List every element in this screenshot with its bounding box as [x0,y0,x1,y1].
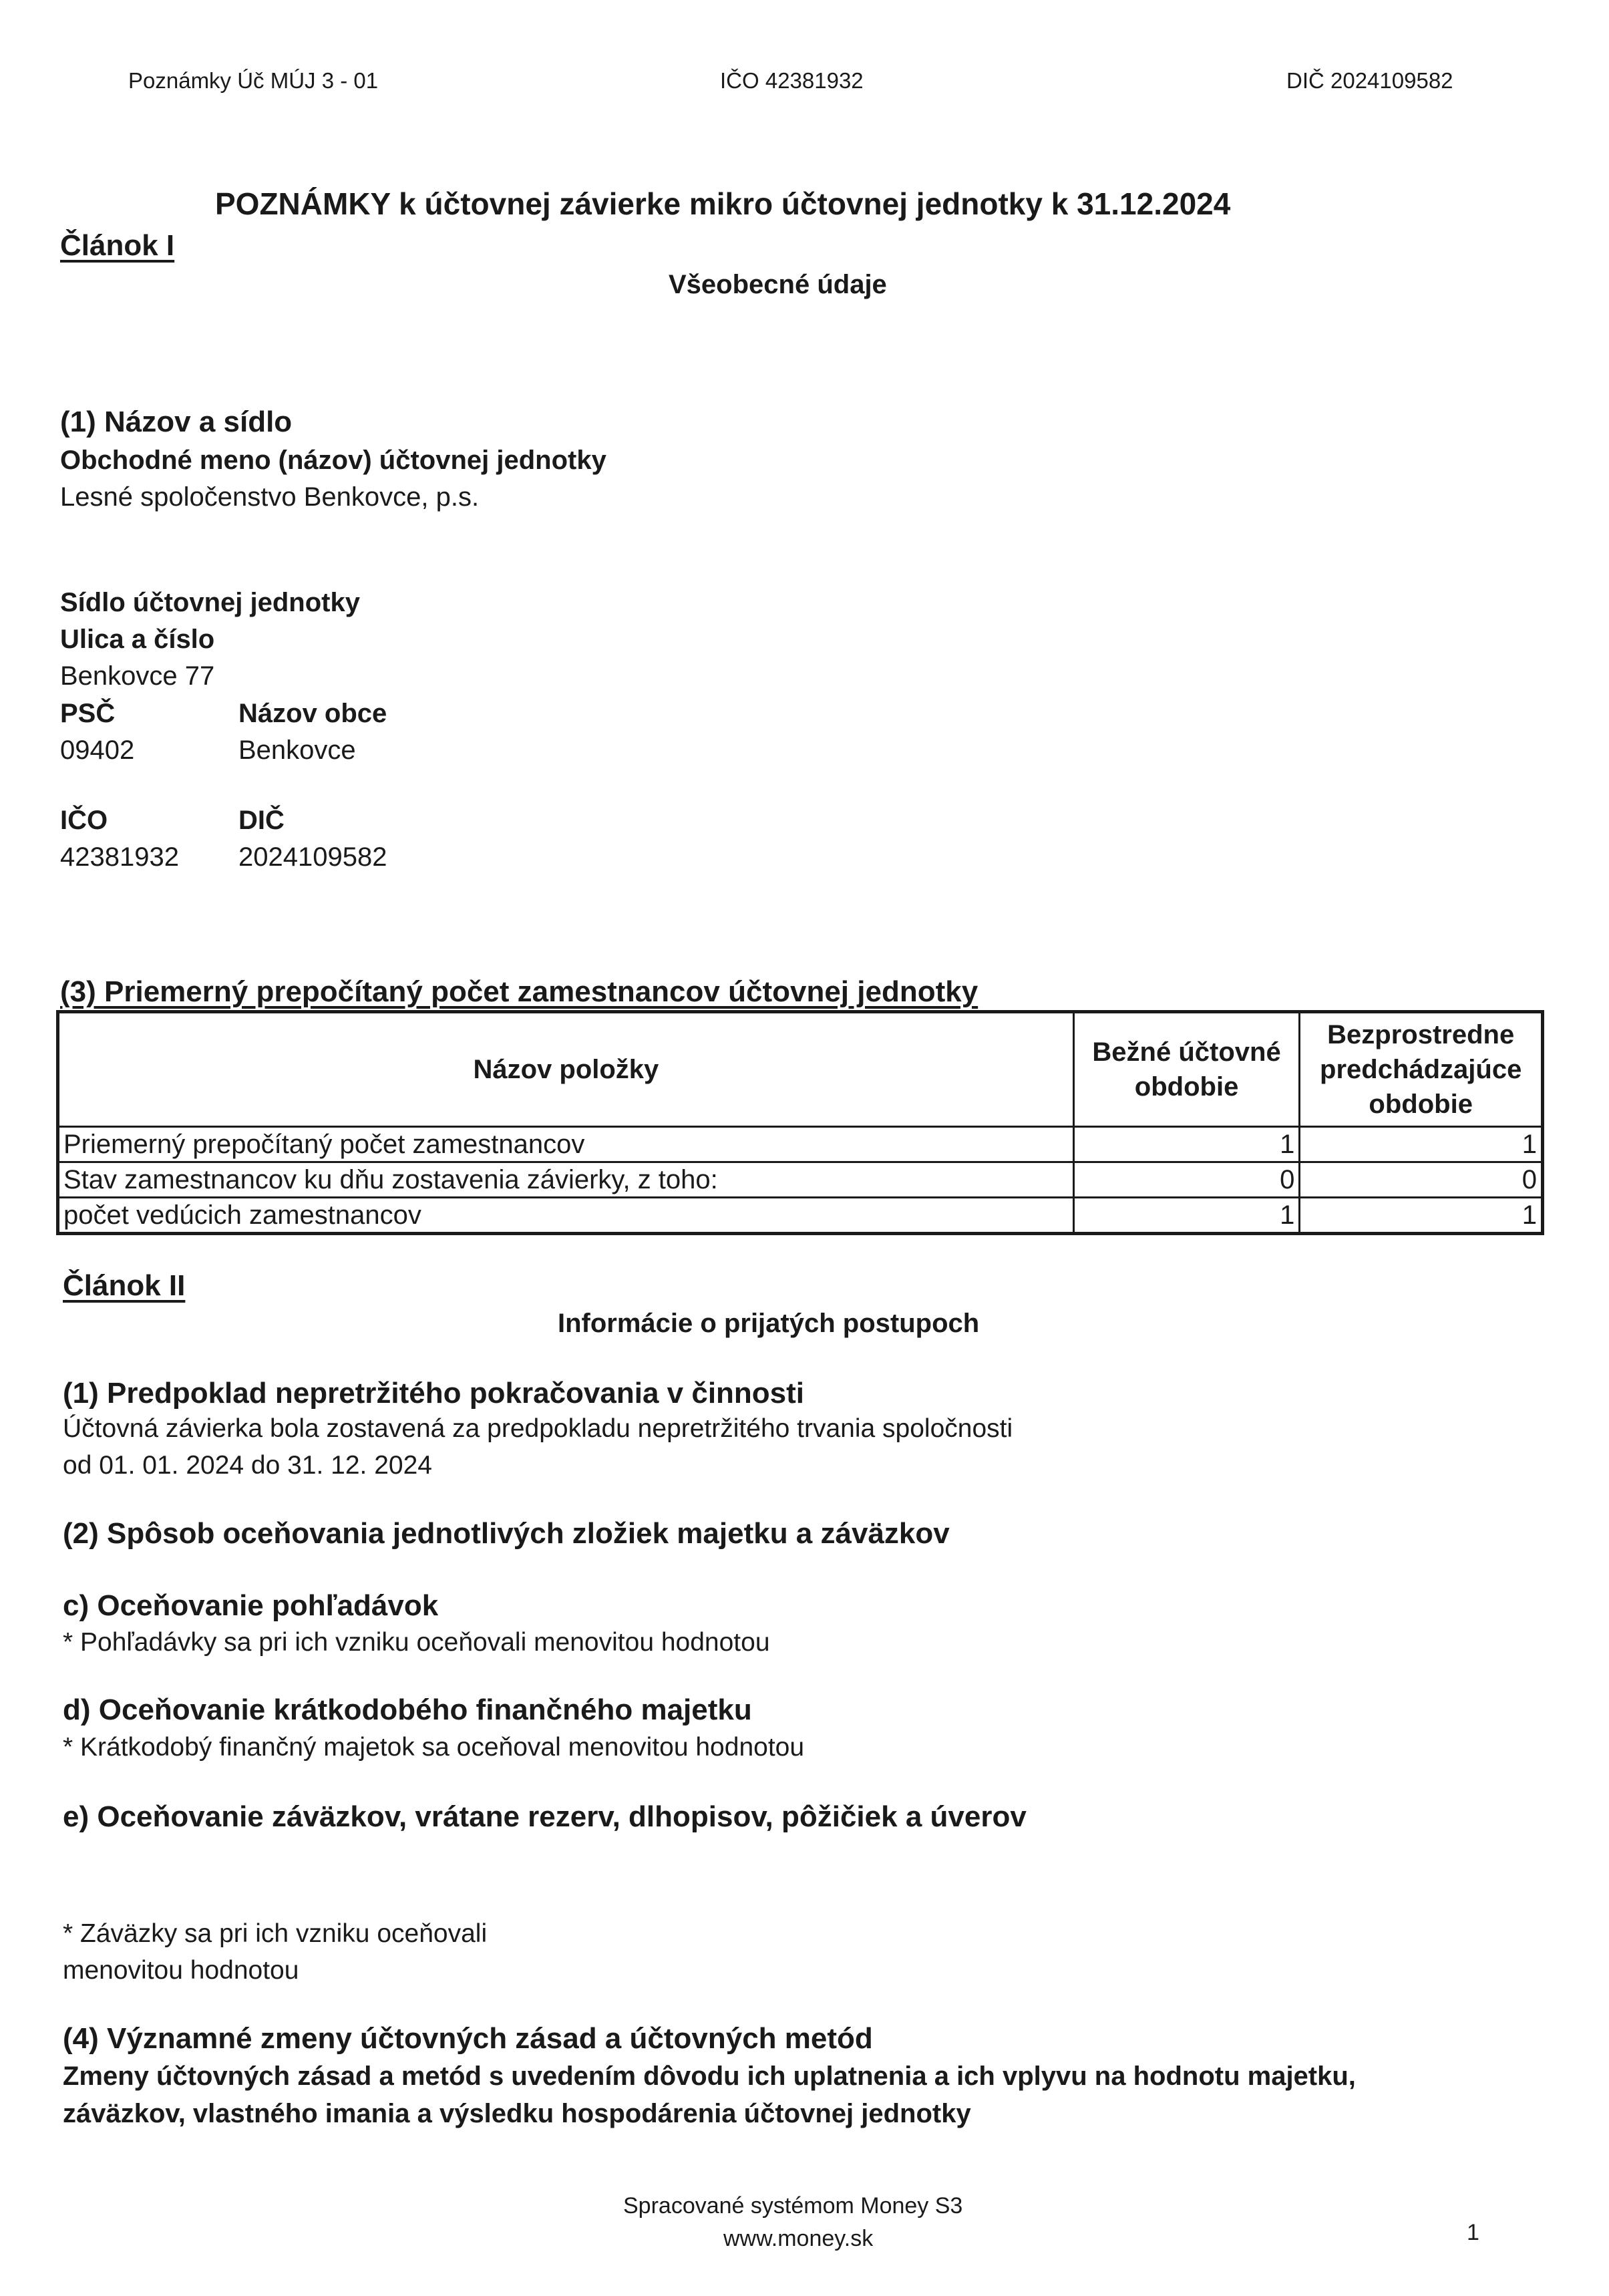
header-form-code: Poznámky Úč MÚJ 3 - 01 [128,68,379,93]
row-current-value: 0 [1073,1162,1300,1198]
company-name-value: Lesné spoločenstvo Benkovce, p.s. [60,482,480,512]
row-previous-value: 1 [1300,1198,1543,1234]
row-current-value: 1 [1073,1198,1300,1234]
row-label: Priemerný prepočítaný počet zamestnancov [58,1127,1074,1162]
footer-software: Spracované systémom Money S3 [623,2193,963,2219]
article-1-label: Článok I [60,229,175,262]
psc-label: PSČ [60,699,116,728]
city-label: Názov obce [238,699,387,728]
dic-label: DIČ [238,806,285,835]
table-row [58,1127,1543,1162]
short-term-assets-heading: d) Oceňovanie krátkodobého finančného majetku [63,1693,752,1726]
going-concern-text-1: Účtovná závierka bola zostavená za predpokladu nepretržitého trvania spoločnosti [63,1414,1013,1443]
document-title: POZNÁMKY k účtovnej závierke mikro účtovnej jednotky k 31.12.2024 [215,186,1231,221]
section-employees-heading: (3) Priemerný prepočítaný počet zamestnancov účtovnej jednotky [60,975,978,1008]
accounting-changes-heading: (4) Významné zmeny účtovných zásad a účtovných metód [63,2022,873,2055]
seat-label: Sídlo účtovnej jednotky [60,588,360,617]
row-previous-value: 0 [1300,1162,1543,1198]
article-2-subtitle: Informácie o prijatých postupoch [558,1309,980,1338]
dic-value: 2024109582 [238,842,387,872]
row-current-value: 1 [1073,1127,1300,1162]
table-row [58,1162,1543,1198]
accounting-changes-text-2: záväzkov, vlastného imania a výsledku hospodárenia účtovnej jednotky [63,2099,971,2128]
city-value: Benkovce [238,735,356,765]
table-row [58,1198,1543,1234]
receivables-heading: c) Oceňovanie pohľadávok [63,1589,439,1622]
going-concern-heading: (1) Predpoklad nepretržitého pokračovania v činnosti [63,1377,805,1410]
table-header-row [58,1012,1543,1127]
liabilities-heading: e) Oceňovanie záväzkov, vrátane rezerv, dlhopisov, pôžičiek a úverov [63,1800,1027,1833]
company-name-label: Obchodné meno (názov) účtovnej jednotky [60,446,606,475]
psc-value: 09402 [60,735,135,765]
column-header-previous-period: Bezprostredne predchádzajúce obdobie [1300,1012,1543,1127]
receivables-text: * Pohľadávky sa pri ich vzniku oceňovali menovitou hodnotou [63,1628,770,1657]
header-ico: IČO 42381932 [720,68,864,93]
liabilities-text-1: * Záväzky sa pri ich vzniku oceňovali [63,1919,488,1948]
page-number: 1 [1467,2220,1479,2245]
valuation-methods-heading: (2) Spôsob oceňovania jednotlivých zložiek majetku a záväzkov [63,1517,950,1550]
accounting-changes-text-1: Zmeny účtovných zásad a metód s uvedením dôvodu ich uplatnenia a ich vplyvu na hodnotu majetku, [63,2062,1356,2091]
header-dic: DIČ 2024109582 [1286,68,1453,93]
liabilities-text-2: menovitou hodnotou [63,1956,299,1985]
article-1-subtitle: Všeobecné údaje [669,270,887,299]
ico-label: IČO [60,806,108,835]
row-label: počet vedúcich zamestnancov [58,1198,1074,1234]
row-previous-value: 1 [1300,1127,1543,1162]
employee-count-table [56,1010,1544,1235]
footer-website: www.money.sk [723,2226,874,2251]
row-label: Stav zamestnancov ku dňu zostavenia závierky, z toho: [58,1162,1074,1198]
article-2-label: Článok II [63,1269,186,1302]
ico-value: 42381932 [60,842,179,872]
column-header-item-name: Názov položky [58,1012,1074,1127]
going-concern-text-2: od 01. 01. 2024 do 31. 12. 2024 [63,1451,432,1480]
street-value: Benkovce 77 [60,661,215,691]
column-header-current-period: Bežné účtovné obdobie [1073,1012,1300,1127]
short-term-assets-text: * Krátkodobý finančný majetok sa oceňoval menovitou hodnotou [63,1733,805,1762]
section-name-and-seat-heading: (1) Názov a sídlo [60,405,293,438]
street-label: Ulica a číslo [60,625,215,654]
